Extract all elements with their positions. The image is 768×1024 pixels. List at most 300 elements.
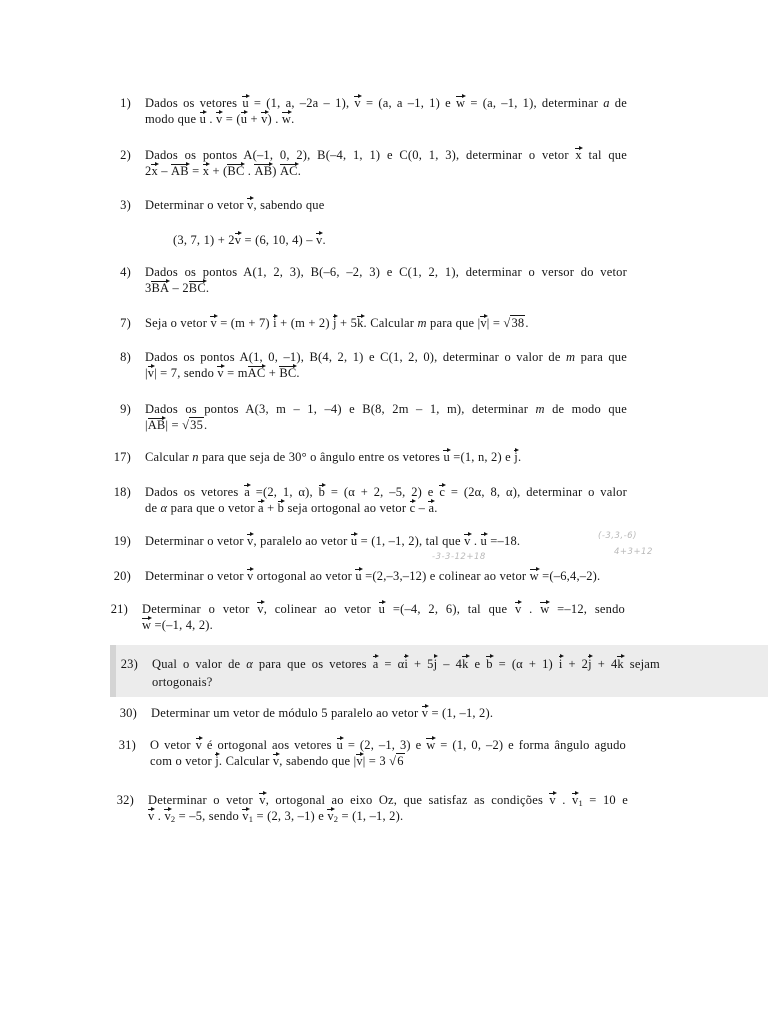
problem-21 (97, 601, 625, 633)
vector-letters: j (514, 450, 518, 464)
vector-letters: w (540, 602, 550, 616)
vector-letters: u (355, 569, 362, 583)
vector-letters: x (575, 148, 582, 162)
text-run: + (m + 2) (276, 316, 334, 330)
text-run: = (2α, 8, α), determinar o valor (445, 485, 627, 499)
radicand: 6 (397, 754, 404, 768)
problem-number: 7) (120, 316, 131, 330)
vector-letters: x (151, 164, 158, 178)
handwritten-note: (-3,3,-6) (598, 531, 637, 541)
square-root (389, 753, 405, 769)
text-run: =(–6,4,–2). (538, 569, 601, 583)
problem-4 (100, 264, 627, 296)
problem-number: 31) (118, 738, 136, 752)
text-line (145, 349, 627, 365)
vector-letters: j (588, 657, 592, 671)
vector-letters: x (202, 164, 210, 178)
problem-body (145, 95, 627, 127)
text-run: ortogonal ao vetor (253, 569, 356, 583)
text-run: = (1, –1, 2). (428, 706, 494, 720)
text-run: = (1, –1, 2). (338, 809, 404, 823)
text-run: . (291, 112, 295, 126)
text-line (150, 753, 626, 769)
problem-19 (100, 533, 627, 549)
text-run: =(2, 1, α), (249, 485, 319, 499)
text-run: , paralelo ao vetor (253, 534, 351, 548)
text-run: =(2,–3,–12) e colinear ao vetor (361, 569, 530, 583)
vector-letters: a (258, 501, 264, 515)
text-run: = m (223, 366, 248, 380)
problem-number: 9) (120, 402, 131, 416)
problem-number: 32) (116, 793, 134, 807)
text-run: sejam (623, 657, 660, 671)
vector (617, 655, 623, 673)
text-line (142, 601, 625, 617)
text-run: Dados os pontos A(1, 0, –1), B(4, 2, 1) e C(1, 2, 0), determinar o valor de (145, 350, 566, 364)
vector-letters: v (356, 754, 363, 768)
variable: m (535, 402, 545, 416)
problem-20 (100, 568, 627, 584)
vector (244, 484, 250, 500)
text-run: para que o vetor (167, 501, 259, 515)
text-run: – 4 (437, 657, 463, 671)
vector-letters: i (273, 316, 277, 330)
vector (434, 655, 438, 673)
vector-letters: w (426, 738, 436, 752)
vector-letters: v (261, 112, 268, 126)
vector (443, 449, 449, 465)
vector (373, 655, 379, 673)
square-root (182, 417, 204, 433)
vector (279, 365, 296, 381)
vector-letters: k (617, 657, 624, 671)
text-run: Determinar o vetor (145, 198, 248, 212)
text-run: . Calcular (218, 754, 273, 768)
vector (379, 601, 385, 617)
variable: n (192, 450, 199, 464)
text-run: + (265, 366, 280, 380)
vector-letters: v (327, 809, 334, 823)
vector (215, 753, 219, 769)
text-run: + (263, 501, 278, 515)
text-run: para que (575, 350, 628, 364)
text-run: . (470, 534, 481, 548)
text-line (145, 365, 627, 381)
problem-8 (100, 349, 627, 381)
text-line (145, 484, 627, 500)
vector (422, 705, 428, 721)
vector (247, 533, 253, 549)
problem-body (142, 601, 625, 633)
text-run: . (521, 602, 541, 616)
vector-subscript: 1 (248, 814, 254, 824)
problem-2 (100, 147, 627, 179)
vector-letters: w (142, 618, 152, 632)
vector (514, 449, 518, 465)
text-run: Determinar o vetor (148, 793, 260, 807)
problem-30 (106, 705, 633, 721)
text-run: + 4 (591, 657, 618, 671)
vector-letters: AB (147, 418, 166, 432)
vector (464, 533, 470, 549)
text-run: , sabendo que | (279, 754, 357, 768)
text-line (145, 264, 627, 280)
text-line (145, 163, 627, 179)
vector-letters: v (148, 809, 155, 823)
text-run: . (525, 316, 529, 330)
problem-3 (100, 197, 627, 248)
text-line (142, 617, 625, 633)
vector (404, 655, 408, 673)
vector (210, 315, 216, 331)
vector-letters: u (443, 450, 450, 464)
vector-letters: v (247, 534, 254, 548)
vector-letters: i (404, 657, 409, 671)
vector-letters: v (259, 793, 266, 807)
text-run: – 2 (169, 281, 189, 295)
text-run: = (a, –1, 1), determinar (465, 96, 604, 110)
text-run: Dados os pontos A(3, m – 1, –4) e B(8, 2m – 1, m), determinar (145, 402, 536, 416)
text-run: | (145, 418, 148, 432)
text-run: O vetor (150, 738, 196, 752)
variable: a (603, 96, 610, 110)
problem-body (150, 737, 626, 769)
text-run: | = 3 (362, 754, 390, 768)
text-line (145, 500, 627, 516)
vector-letters: u (350, 534, 358, 548)
vector (203, 163, 209, 179)
problem-1 (100, 95, 627, 127)
vector-letters: v (147, 366, 155, 380)
vector (515, 601, 521, 617)
vector (247, 197, 253, 213)
text-run: = (α + 1) (492, 657, 559, 671)
vector-letters: v (247, 569, 254, 583)
radicand: 35 (190, 418, 204, 432)
text-run: . (434, 501, 438, 515)
vector-letters: BC (188, 281, 206, 295)
vector (257, 601, 263, 617)
vector (273, 315, 277, 331)
problem-body (148, 792, 628, 824)
text-run: para que os vetores (252, 657, 373, 671)
text-run: . (206, 112, 217, 126)
text-run: ) . (267, 112, 282, 126)
text-run: = α (378, 657, 405, 671)
text-run: | = (165, 418, 183, 432)
text-run: de (609, 96, 627, 110)
vector (540, 601, 549, 617)
text-line (145, 280, 627, 296)
text-run: . (154, 809, 165, 823)
text-run: modo que (145, 112, 200, 126)
text-run: , ortogonal ao eixo Oz, que satisfaz as condições (265, 793, 550, 807)
problem-body (151, 705, 633, 721)
vector-letters: j (433, 657, 438, 671)
vector (351, 533, 357, 549)
text-run: Determinar o vetor (145, 569, 248, 583)
vector (456, 95, 465, 111)
text-run: | = 7, sendo (154, 366, 218, 380)
vector-letters: u (336, 738, 343, 752)
vector-letters: a (372, 657, 379, 671)
vector (241, 111, 247, 127)
problem-number: 21) (110, 602, 128, 616)
problem-number: 23) (120, 657, 138, 671)
vector (333, 315, 337, 331)
vector (428, 500, 434, 516)
text-run: =(1, n, 2) e (449, 450, 515, 464)
vector-letters: v (217, 366, 224, 380)
vector (486, 655, 492, 673)
problem-body (145, 568, 627, 584)
text-run: , sabendo que (253, 198, 325, 212)
text-line (152, 673, 660, 691)
vector-letters: j (333, 316, 337, 330)
vector-letters: v (421, 706, 429, 720)
vector-subscript: 1 (578, 798, 583, 808)
vector (327, 808, 338, 824)
text-run: = (2, –1, 3) e (342, 738, 427, 752)
vector (559, 655, 563, 673)
text-run: + (247, 112, 262, 126)
text-run: = ( (222, 112, 241, 126)
vector-letters: i (558, 657, 563, 671)
text-run: Calcular (145, 450, 193, 464)
text-run: Dados os pontos A(1, 2, 3), B(–6, –2, 3) e C(1, 2, 1), determinar o versor do vetor (145, 265, 627, 279)
text-line (145, 533, 627, 549)
vector (481, 533, 487, 549)
text-line (151, 705, 633, 721)
problem-number: 4) (120, 265, 131, 279)
vector (261, 111, 267, 127)
vector-letters: v (572, 793, 579, 807)
problem-body (145, 349, 627, 381)
text-run: | = (486, 316, 504, 330)
vector-letters: b (318, 485, 326, 499)
vector-letters: c (409, 501, 416, 515)
vector (337, 737, 343, 753)
handwritten-note: -3-3-12+18 (432, 552, 486, 562)
handwritten-note: 4+3+12 (614, 547, 653, 557)
radicand: 38 (511, 316, 525, 330)
problem-number: 1) (120, 96, 131, 110)
text-run: = (188, 164, 203, 178)
vector-letters: u (240, 112, 248, 126)
variable: α (246, 657, 253, 671)
problem-number: 19) (113, 534, 131, 548)
vector-letters: BC (227, 164, 245, 178)
vector-letters: k (357, 316, 364, 330)
problem-number: 17) (113, 450, 131, 464)
problem-number: 18) (113, 485, 131, 499)
text-run: . (517, 450, 522, 464)
vector (235, 232, 241, 248)
text-line (152, 655, 660, 673)
vector (439, 484, 445, 500)
variable: m (566, 350, 576, 364)
text-line (145, 568, 627, 584)
problem-body (145, 197, 627, 248)
problem-number: 2) (120, 148, 131, 162)
vector (426, 737, 435, 753)
vector (319, 484, 325, 500)
vector (588, 655, 592, 673)
text-run: + 5 (336, 316, 358, 330)
vector-letters: w (456, 96, 466, 110)
text-run: . (205, 281, 210, 295)
vector-letters: u (242, 96, 249, 110)
vector-letters: v (316, 233, 323, 247)
vector-letters: v (354, 96, 361, 110)
problem-number: 8) (120, 350, 131, 364)
text-line (145, 95, 627, 111)
vector (410, 500, 416, 516)
text-run: = (m + 7) (216, 316, 274, 330)
text-line (145, 449, 627, 465)
text-run: = (2, 3, –1) e (253, 809, 328, 823)
text-run: + 2 (562, 657, 589, 671)
problem-body (145, 484, 627, 516)
text-line (145, 111, 627, 127)
vector-letters: v (464, 534, 471, 548)
vector (164, 808, 175, 824)
vector (227, 163, 244, 179)
text-run: = (1, –1, 2), tal que (357, 534, 465, 548)
vector (196, 737, 202, 753)
problem-body (145, 401, 627, 433)
vector (480, 315, 486, 331)
vector (216, 111, 222, 127)
text-run: , colinear ao vetor (263, 602, 379, 616)
text-run: =(–4, 2, 6), tal que (385, 602, 515, 616)
text-run: é ortogonal aos vetores (202, 738, 337, 752)
variable: α (160, 501, 168, 515)
vector-letters: v (216, 112, 223, 126)
problem-body (145, 449, 627, 465)
text-run: com o vetor (150, 754, 216, 768)
text-run: (3, 7, 1) + 2 (173, 233, 235, 247)
problem-number: 3) (120, 198, 131, 212)
problem-number: 20) (113, 569, 131, 583)
text-run: = –5, sendo (175, 809, 243, 823)
text-run: Seja o vetor (145, 316, 211, 330)
text-line (145, 417, 627, 433)
text-line (145, 197, 627, 213)
vector (575, 147, 581, 163)
text-run: =–18. (486, 534, 521, 548)
vector-letters: a (244, 485, 250, 499)
problem-body (145, 147, 627, 179)
vector (200, 111, 206, 127)
vector-letters: v (549, 793, 556, 807)
vector (273, 753, 279, 769)
text-run: Dados os pontos A(–1, 0, 2), B(–4, 1, 1) e C(0, 1, 3), determinar o vetor (145, 148, 576, 162)
text-run: – (157, 164, 172, 178)
text-run: Determinar o vetor (142, 602, 258, 616)
text-run: Dados os vetores (145, 485, 245, 499)
text-run: seja ortogonal ao vetor (284, 501, 410, 515)
vector (148, 808, 154, 824)
vector (278, 500, 284, 516)
vector-letters: v (164, 809, 171, 823)
problem-number: 30) (119, 706, 137, 720)
vector-letters: u (480, 534, 487, 548)
vector-letters: c (439, 485, 446, 499)
text-run: . (322, 233, 326, 247)
vector-letters: v (247, 198, 254, 212)
text-run: – (415, 501, 429, 515)
text-run: . Calcular (363, 316, 418, 330)
vector (148, 365, 154, 381)
text-run: + ( (209, 164, 228, 178)
vector-letters: BC (279, 366, 297, 380)
vector-letters: b (277, 501, 285, 515)
text-run: Qual o valor de (152, 657, 247, 671)
problem-body (145, 533, 627, 549)
text-run: Determinar o vetor (145, 534, 248, 548)
text-run: Dados os vetores (145, 96, 243, 110)
text-run: para que seja de 30° o ângulo entre os vetores (198, 450, 444, 464)
text-run: Determinar um vetor de módulo 5 paralelo ao vetor (151, 706, 422, 720)
problem-18 (100, 484, 627, 516)
vector-letters: a (428, 501, 435, 515)
vector-letters: BA (151, 281, 170, 295)
vector-letters: v (195, 738, 203, 752)
text-run: = (6, 10, 4) – (241, 233, 317, 247)
vector (280, 163, 298, 179)
text-run: 2 (145, 164, 152, 178)
problem-32 (103, 792, 628, 824)
text-run: . (297, 164, 302, 178)
problem-body (152, 655, 660, 691)
vector-letters: v (257, 602, 264, 616)
text-line (145, 401, 627, 417)
text-line (173, 232, 627, 248)
text-run: = (1, a, –2a – 1), (248, 96, 355, 110)
text-run: . (555, 793, 572, 807)
problem-31 (105, 737, 626, 769)
vector-letters: v (234, 233, 242, 247)
vector (356, 753, 362, 769)
text-run: 3 (145, 281, 152, 295)
vector (572, 792, 583, 808)
vector (354, 95, 360, 111)
vector (259, 792, 265, 808)
vector (549, 792, 555, 808)
text-run: = (α + 2, –5, 2) e (325, 485, 440, 499)
problem-17 (100, 449, 627, 465)
text-line (145, 315, 627, 331)
text-line (145, 147, 627, 163)
vector-letters: w (529, 569, 539, 583)
text-run: = (a, a –1, 1) e (360, 96, 456, 110)
problem-7 (100, 315, 627, 331)
vector-subscript: 2 (333, 814, 339, 824)
text-line (148, 808, 628, 824)
text-run: ) (272, 164, 280, 178)
text-run: ortogonais? (152, 675, 213, 689)
problem-9 (100, 401, 627, 433)
text-line (150, 737, 626, 753)
vector (355, 568, 361, 584)
text-run: . (296, 366, 300, 380)
problem-body (145, 315, 627, 331)
vector (189, 280, 206, 296)
vector-letters: v (514, 602, 522, 616)
vector-letters: v (242, 809, 249, 823)
vector-letters: v (210, 316, 217, 330)
